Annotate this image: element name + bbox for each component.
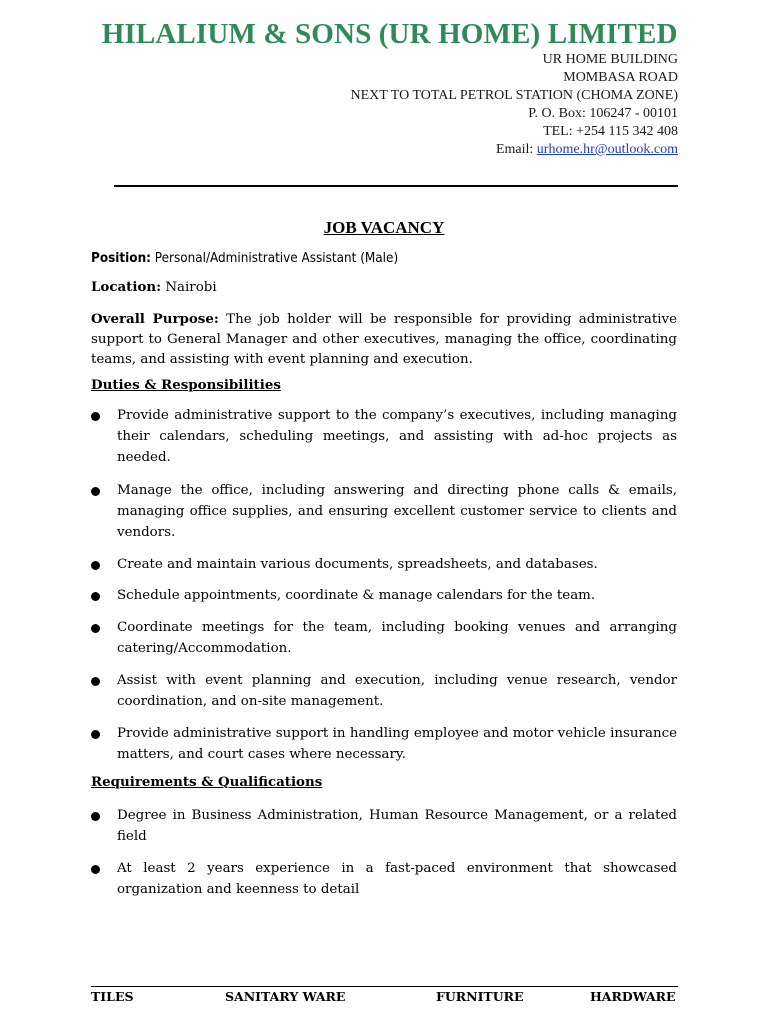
bullet-dot xyxy=(91,592,100,601)
list-item-text: Degree in Business Administration, Human Resource Management, or a related field xyxy=(117,808,677,844)
page-title: JOB VACANCY xyxy=(323,218,445,237)
bullet-dot xyxy=(91,865,100,874)
bullet-dot xyxy=(91,561,100,570)
duties-heading: Duties & Responsibilities xyxy=(91,377,281,393)
header-divider xyxy=(114,185,678,187)
list-item-text: At least 2 years experience in a fast-paced environment that showcased organization and keenness to detail xyxy=(117,861,677,897)
list-item-text: Coordinate meetings for the team, including booking venues and arranging catering/Accommodation. xyxy=(117,620,677,656)
overall-purpose xyxy=(91,309,677,370)
company-name: HILALIUM & SONS (UR HOME) LIMITED xyxy=(102,19,678,50)
footer-item-tiles: TILES xyxy=(91,989,134,1004)
list-item-text: Schedule appointments, coordinate & manage calendars for the team. xyxy=(117,588,596,603)
list-item-text: Manage the office, including answering and directing phone calls & emails, managing office supplies, and ensuring excellent customer service to clients and vendors. xyxy=(117,483,677,540)
footer-item-hardware: HARDWARE xyxy=(590,989,676,1004)
bullet-dot xyxy=(91,677,100,686)
position-value: Personal/Administrative Assistant (Male) xyxy=(154,251,399,266)
location-label: Location: xyxy=(91,279,162,295)
footer-divider xyxy=(91,986,678,987)
purpose-label: Overall Purpose: xyxy=(91,311,219,327)
purpose-text: The job holder will be responsible for providing administrative support to General Manager and other executives, managing the office, coordinating teams, and assisting with event planning and execution. xyxy=(91,312,677,367)
location-line xyxy=(91,277,677,298)
address-line: NEXT TO TOTAL PETROL STATION (CHOMA ZONE) xyxy=(350,88,678,103)
position-line xyxy=(91,249,677,269)
bullet-dot xyxy=(91,487,100,496)
email-line xyxy=(496,142,678,158)
email-label: Email: xyxy=(495,142,537,157)
list-item-text: Assist with event planning and execution, including venue research, vendor coordination, and on-site management. xyxy=(117,673,677,709)
list-item-text: Create and maintain various documents, spreadsheets, and databases. xyxy=(117,557,598,572)
location-value: Nairobi xyxy=(165,280,217,295)
telephone: TEL: +254 115 342 408 xyxy=(543,124,678,139)
list-item-text: Provide administrative support to the company’s executives, including managing their calendars, scheduling meetings, and assisting with ad-hoc projects as needed. xyxy=(117,408,677,465)
position-label: Position: xyxy=(91,251,151,266)
list-item-text: Provide administrative support in handling employee and motor vehicle insurance matters, and court cases where necessary. xyxy=(117,726,677,762)
footer-item-furniture: FURNITURE xyxy=(436,989,524,1004)
bullet-dot xyxy=(91,412,100,421)
email-link[interactable]: urhome.hr@outlook.com xyxy=(536,142,678,157)
footer-item-sanitary-ware: SANITARY WARE xyxy=(225,989,346,1004)
requirements-heading: Requirements & Qualifications xyxy=(91,774,323,790)
address-line: MOMBASA ROAD xyxy=(563,70,678,85)
bullet-dot xyxy=(91,730,100,739)
po-box: P. O. Box: 106247 - 00101 xyxy=(528,106,678,121)
bullet-dot xyxy=(91,812,100,821)
address-line: UR HOME BUILDING xyxy=(542,52,678,67)
bullet-dot xyxy=(91,624,100,633)
